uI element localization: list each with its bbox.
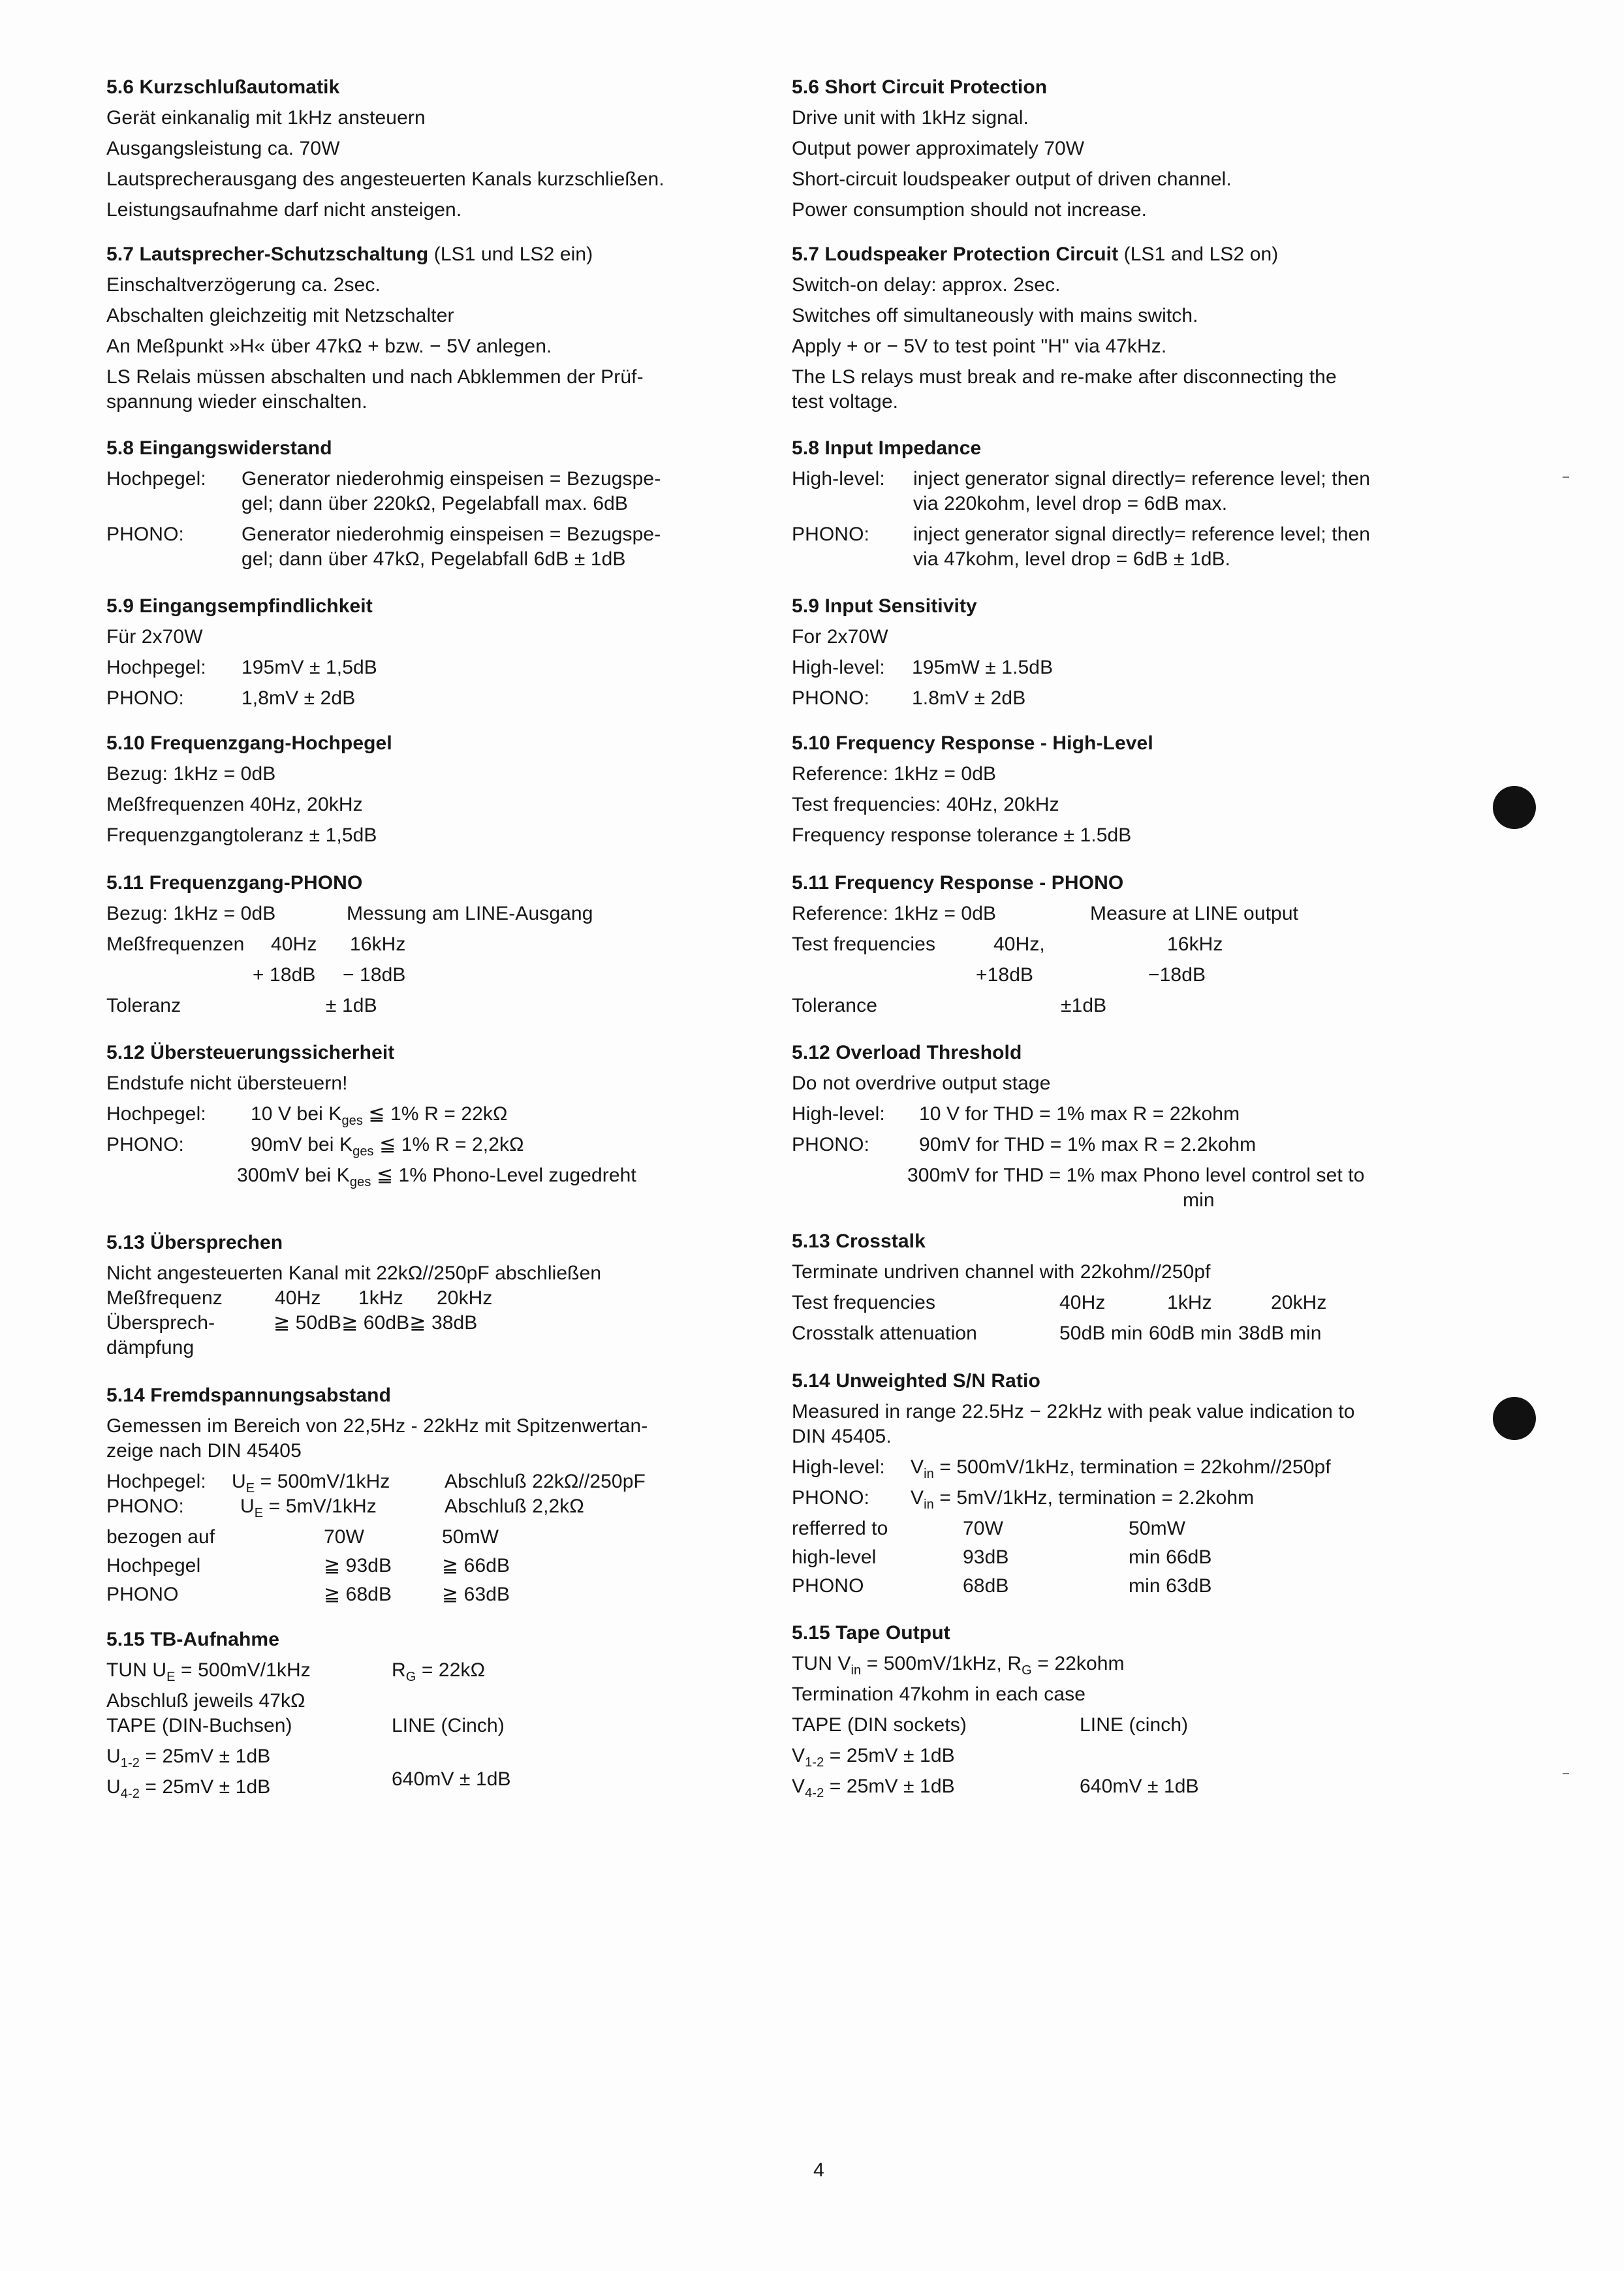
text-line: Leistungsaufnahme darf nicht ansteigen. [106, 199, 462, 221]
row-termination: Abschluß 2,2kΩ [445, 1496, 584, 1517]
value-text: = 500mV/1kHz [255, 1471, 390, 1492]
text-line: Switches off simultaneously with mains switch. [792, 305, 1198, 326]
section-title: 5.10 Frequenzgang-Hochpegel [106, 732, 392, 754]
value-text: 90mV bei K [251, 1134, 353, 1155]
row-termination: Abschluß 22kΩ//250pF [445, 1471, 646, 1492]
row-label: Crosstalk attenuation [792, 1323, 977, 1344]
row-value [911, 1456, 1331, 1486]
subscript: G [1022, 1663, 1032, 1678]
text-line: zeige nach DIN 45405 [106, 1440, 302, 1462]
value-text: = 25mV ± 1dB [139, 1746, 271, 1767]
value-text: U [232, 1471, 246, 1492]
text-line: DIN 45405. [792, 1426, 892, 1447]
text-line: test voltage. [792, 391, 899, 413]
row-label: Hochpegel [106, 1555, 201, 1576]
subscript: ges [349, 1175, 371, 1189]
value-text: R [392, 1659, 406, 1681]
value-text: V [911, 1456, 924, 1478]
text-line: Frequenzgangtoleranz ± 1,5dB [106, 824, 377, 846]
value-text: U [106, 1776, 121, 1798]
text-line: For 2x70W [792, 626, 888, 648]
section-title: 5.8 Eingangswiderstand [106, 437, 332, 459]
freq-3: 20kHz [1271, 1292, 1327, 1313]
row-label: PHONO: [792, 1134, 869, 1155]
text-line: Bezug: 1kHz = 0dB [106, 763, 276, 785]
gain-2: − 18dB [343, 964, 406, 986]
row-label: High-level: [792, 1103, 885, 1125]
row-text: inject generator signal directly= reference level; then [913, 468, 1371, 490]
section-title [792, 243, 1278, 266]
subscript: E [254, 1506, 264, 1520]
value-text: V [792, 1776, 805, 1797]
row-label: PHONO: [106, 524, 184, 545]
section-title: 5.12 Übersteuerungssicherheit [106, 1042, 395, 1063]
section-title: 5.6 Short Circuit Protection [792, 76, 1048, 98]
value-text: U [106, 1746, 121, 1767]
freq-2: 16kHz [1167, 933, 1223, 955]
row-label: Tolerance [792, 995, 877, 1016]
title-text: 5.7 Lautsprecher-Schutzschaltung [106, 243, 429, 265]
gain-1: +18dB [976, 964, 1034, 986]
section-title: 5.8 Input Impedance [792, 437, 982, 459]
margin-tick-mark [1563, 1773, 1569, 1774]
text-line: Lautsprecherausgang des angesteuerten Kanals kurzschließen. [106, 168, 664, 190]
text-line: Für 2x70W [106, 626, 203, 648]
value-text: V [911, 1487, 924, 1509]
row-label: Test frequencies [792, 1292, 936, 1313]
row-label: PHONO: [792, 1487, 869, 1509]
text-line: Einschaltverzögerung ca. 2sec. [106, 274, 381, 296]
ref-1: 70W [324, 1526, 364, 1548]
text-line: LS Relais müssen abschalten und nach Abklemmen der Prüf- [106, 366, 644, 388]
value-2: ≧ 66dB [442, 1555, 510, 1576]
subscript: G [405, 1670, 416, 1684]
row-value [106, 1776, 270, 1806]
text-line: Ausgangsleistung ca. 70W [106, 138, 340, 159]
section-title: 5.11 Frequenzgang-PHONO [106, 872, 363, 894]
row-value: min [1183, 1189, 1215, 1211]
value-text: = 22kΩ [416, 1659, 486, 1681]
row-label: Test frequencies [792, 933, 936, 955]
att-1: 50dB min [1059, 1323, 1143, 1344]
condition-text: ≦ 1% Phono-Level zugedreht [371, 1165, 636, 1186]
text-line: Abschalten gleichzeitig mit Netzschalter [106, 305, 454, 326]
text-line: Switch-on delay: approx. 2sec. [792, 274, 1061, 296]
row-value: ±1dB [1061, 995, 1107, 1016]
section-title: 5.11 Frequency Response - PHONO [792, 872, 1124, 894]
subscript: E [245, 1481, 255, 1496]
subscript: in [924, 1467, 934, 1481]
text-line: Output power approximately 70W [792, 138, 1085, 159]
freq-1: 40Hz [1059, 1292, 1106, 1313]
freq-2: 1kHz [1167, 1292, 1212, 1313]
title-note: (LS1 und LS2 ein) [428, 243, 593, 265]
row-value [251, 1133, 524, 1163]
page-number: 4 [813, 2159, 824, 2181]
row-label: refferred to [792, 1518, 888, 1539]
text-line: Drive unit with 1kHz signal. [792, 107, 1029, 129]
margin-tick-mark [1563, 477, 1569, 478]
row-label: high-level [792, 1546, 877, 1568]
ref-1: 70W [963, 1518, 1003, 1539]
row-note: Messung am LINE-Ausgang [347, 903, 593, 924]
text-line: Terminate undriven channel with 22kohm//250pf [792, 1261, 1211, 1283]
text-line: Power consumption should not increase. [792, 199, 1148, 221]
freq-1: 40Hz, [993, 933, 1045, 955]
section-title: 5.6 Kurzschlußautomatik [106, 76, 340, 98]
row-label: High-level: [792, 1456, 885, 1478]
freq-2: 16kHz [350, 933, 406, 955]
value-1: 93dB [963, 1546, 1009, 1568]
row-resistance [392, 1659, 485, 1689]
subscript: E [166, 1670, 176, 1684]
row-text: gel; dann über 220kΩ, Pegelabfall max. 6dB [242, 493, 629, 514]
text-line: The LS relays must break and re-make after disconnecting the [792, 366, 1337, 388]
value-text: = 5mV/1kHz, termination = 2.2kohm [933, 1487, 1255, 1509]
section-title: 5.9 Eingangsempfindlichkeit [106, 595, 373, 617]
freq-2: 1kHz [358, 1287, 403, 1309]
subscript: in [851, 1663, 862, 1678]
row-value [792, 1775, 955, 1805]
section-title: 5.14 Unweighted S/N Ratio [792, 1370, 1040, 1392]
row-value: 195mV ± 1,5dB [242, 657, 377, 678]
row-value [792, 1652, 1125, 1682]
section-title: 5.12 Overload Threshold [792, 1042, 1022, 1063]
value-text: 300mV bei K [237, 1165, 350, 1186]
row-label: PHONO: [106, 1134, 184, 1155]
row-value [106, 1659, 311, 1689]
subscript: 1-2 [120, 1756, 140, 1770]
text-line: Gemessen im Bereich von 22,5Hz - 22kHz mit Spitzenwertan- [106, 1415, 648, 1437]
section-title: 5.14 Fremdspannungsabstand [106, 1385, 392, 1406]
section-title: 5.13 Crosstalk [792, 1230, 926, 1252]
section-title: 5.15 Tape Output [792, 1622, 950, 1644]
row-label: Hochpegel: [106, 1103, 206, 1125]
text-line: An Meßpunkt »H« über 47kΩ + bzw. − 5V anlegen. [106, 336, 552, 357]
row-label: dämpfung [106, 1337, 195, 1358]
freq-3: 20kHz [437, 1287, 493, 1309]
section-title: 5.10 Frequency Response - High-Level [792, 732, 1153, 754]
value-text: = 25mV ± 1dB [139, 1776, 271, 1798]
value-text: U [240, 1496, 255, 1517]
row-value: 1,8mV ± 2dB [242, 687, 356, 709]
row-text: Generator niederohmig einspeisen = Bezugspe- [242, 524, 661, 545]
row-label: PHONO [106, 1584, 179, 1605]
condition-text: ≦ 1% R = 2,2kΩ [373, 1134, 524, 1155]
row-label: PHONO: [106, 687, 184, 709]
value-text: = 25mV ± 1dB [824, 1776, 955, 1797]
subscript: 1-2 [805, 1755, 824, 1770]
row-note: Measure at LINE output [1090, 903, 1299, 924]
margin-dot-mark [1493, 1397, 1536, 1440]
text-line: Abschluß jeweils 47kΩ [106, 1690, 305, 1712]
tape-label: TAPE (DIN sockets) [792, 1714, 967, 1736]
margin-dot-mark [1493, 786, 1536, 829]
row-value: 300mV for THD = 1% max Phono level control set to [907, 1165, 1365, 1186]
row-value: 90mV for THD = 1% max R = 2.2kohm [919, 1134, 1257, 1155]
value-1: ≧ 68dB [324, 1584, 392, 1605]
value-text: TUN U [106, 1659, 167, 1681]
ref-2: 50mW [442, 1526, 499, 1548]
value-text: = 500mV/1kHz [175, 1659, 311, 1681]
value-2: min 63dB [1129, 1575, 1212, 1597]
value-1: 68dB [963, 1575, 1009, 1597]
row-label: Meßfrequenzen [106, 933, 245, 955]
row-label: bezogen auf [106, 1526, 215, 1548]
row-label: High-level: [792, 468, 885, 490]
title-note: (LS1 and LS2 on) [1118, 243, 1279, 265]
text-line: Meßfrequenzen 40Hz, 20kHz [106, 794, 363, 815]
row-label: Reference: 1kHz = 0dB [792, 903, 997, 924]
row-value: 195mW ± 1.5dB [912, 657, 1054, 678]
text-line: Nicht angesteuerten Kanal mit 22kΩ//250pF abschließen [106, 1262, 602, 1284]
line-value: 640mV ± 1dB [1080, 1776, 1199, 1797]
row-value [251, 1103, 508, 1133]
text-line: Measured in range 22.5Hz − 22kHz with peak value indication to [792, 1401, 1355, 1422]
value-text: V [792, 1745, 805, 1766]
subscript: ges [341, 1114, 363, 1128]
row-value [792, 1744, 955, 1774]
section-title [106, 243, 593, 266]
text-line: Reference: 1kHz = 0dB [792, 763, 997, 785]
value-text: 10 V bei K [251, 1103, 342, 1125]
row-value: ± 1dB [326, 995, 377, 1016]
row-value [237, 1164, 636, 1194]
value-text: TUN V [792, 1653, 851, 1674]
subscript: 4-2 [120, 1787, 140, 1801]
row-value [911, 1486, 1254, 1516]
subscript: 4-2 [805, 1786, 824, 1800]
att-3: 38dB min [1238, 1323, 1322, 1344]
section-title: 5.9 Input Sensitivity [792, 595, 977, 617]
text-line: Endstufe nicht übersteuern! [106, 1073, 348, 1094]
text-line: Apply + or − 5V to test point "H" via 47kHz. [792, 336, 1167, 357]
row-value [240, 1495, 377, 1525]
value-text: = 500mV/1kHz, R [861, 1653, 1022, 1674]
freq-1: 40Hz [271, 933, 317, 955]
value-2: ≧ 63dB [442, 1584, 510, 1605]
row-label: PHONO: [106, 1496, 184, 1517]
text-line: Do not overdrive output stage [792, 1073, 1051, 1094]
value-text: = 25mV ± 1dB [824, 1745, 955, 1766]
value-1: ≧ 93dB [324, 1555, 392, 1576]
section-title: 5.15 TB-Aufnahme [106, 1629, 279, 1650]
section-title: 5.13 Übersprechen [106, 1232, 283, 1253]
row-text: Generator niederohmig einspeisen = Bezugspe- [242, 468, 661, 490]
row-label: Hochpegel: [106, 657, 206, 678]
row-value: 10 V for THD = 1% max R = 22kohm [919, 1103, 1240, 1125]
row-label: Bezug: 1kHz = 0dB [106, 903, 276, 924]
row-label: Meßfrequenz [106, 1287, 223, 1309]
text-line: Gerät einkanalig mit 1kHz ansteuern [106, 107, 426, 129]
ref-2: 50mW [1129, 1518, 1186, 1539]
text-line: spannung wieder einschalten. [106, 391, 367, 413]
text-line: Frequency response tolerance ± 1.5dB [792, 824, 1132, 846]
att-2: 60dB min [1149, 1323, 1232, 1344]
value-text: = 500mV/1kHz, termination = 22kohm//250pf [933, 1456, 1331, 1478]
row-value: 1.8mV ± 2dB [912, 687, 1026, 709]
row-text: gel; dann über 47kΩ, Pegelabfall 6dB ± 1dB [242, 548, 626, 570]
row-label: High-level: [792, 657, 885, 678]
row-text: via 220kohm, level drop = 6dB max. [913, 493, 1228, 514]
text-line: Test frequencies: 40Hz, 20kHz [792, 794, 1059, 815]
gain-1: + 18dB [253, 964, 316, 986]
condition-text: ≦ 1% R = 22kΩ [362, 1103, 508, 1125]
row-text: inject generator signal directly= reference level; then [913, 524, 1371, 545]
text-line: Short-circuit loudspeaker output of driven channel. [792, 168, 1232, 190]
row-label: PHONO: [792, 687, 869, 709]
title-text: 5.7 Loudspeaker Protection Circuit [792, 243, 1119, 265]
row-label: PHONO: [792, 524, 869, 545]
subscript: in [924, 1497, 934, 1512]
line-label: LINE (Cinch) [392, 1715, 505, 1736]
row-label: Hochpegel: [106, 1471, 206, 1492]
tape-label: TAPE (DIN-Buchsen) [106, 1715, 292, 1736]
line-value: 640mV ± 1dB [392, 1768, 511, 1790]
row-value [106, 1745, 270, 1775]
row-label: Toleranz [106, 995, 181, 1016]
value-text: = 22kohm [1031, 1653, 1125, 1674]
value-2: min 66dB [1129, 1546, 1212, 1568]
text-line: Termination 47kohm in each case [792, 1684, 1086, 1705]
value-text: = 5mV/1kHz [263, 1496, 377, 1517]
row-values: ≧ 50dB≧ 60dB≧ 38dB [273, 1312, 478, 1334]
row-text: via 47kohm, level drop = 6dB ± 1dB. [913, 548, 1231, 570]
gain-2: −18dB [1148, 964, 1206, 986]
freq-1: 40Hz [275, 1287, 321, 1309]
row-label: PHONO [792, 1575, 864, 1597]
line-label: LINE (cinch) [1080, 1714, 1189, 1736]
row-label: Hochpegel: [106, 468, 206, 490]
subscript: ges [352, 1144, 374, 1159]
row-label: Übersprech- [106, 1312, 215, 1334]
